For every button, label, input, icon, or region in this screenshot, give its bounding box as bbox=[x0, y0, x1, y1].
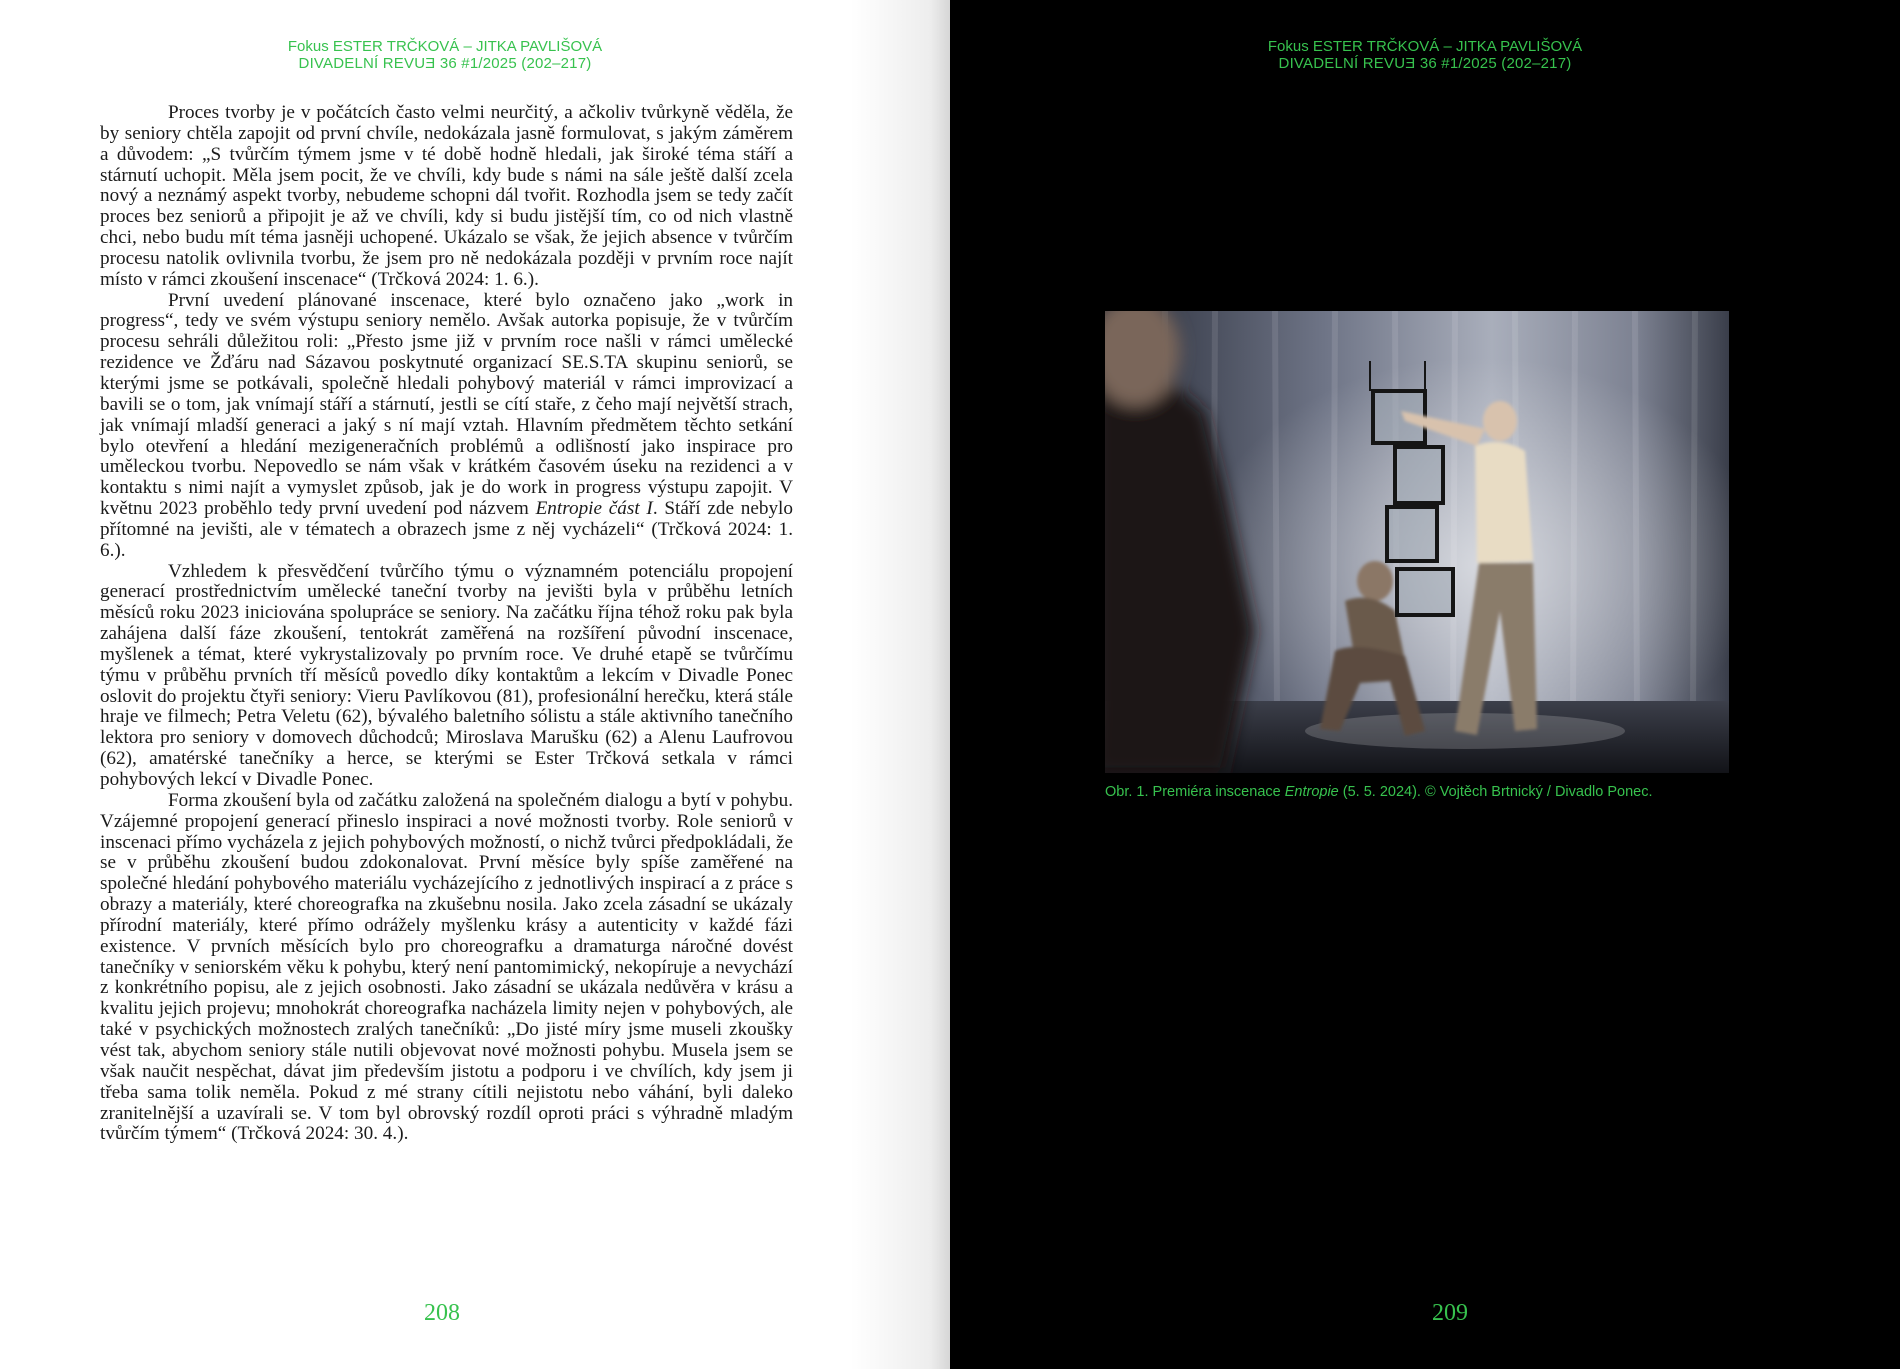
performance-photo bbox=[1105, 311, 1729, 773]
page-gutter-shadow bbox=[850, 0, 950, 1369]
paragraph-text: . Stáří zde nebylo přítomné na jevišti, ale v tématech a obrazech jsme z něj vycházeli“ (Trčková 2024: 1. 6.). bbox=[100, 498, 793, 561]
article-paragraph bbox=[100, 791, 793, 1145]
page-number-right: 209 bbox=[1432, 1300, 1468, 1326]
paragraph-text: Proces tvorby je v počátcích často velmi neurčitý, a ačkoliv tvůrkyně věděla, že by seniory chtěla zapojit od první chvíle, nedokázala jasně formulovat, s jakým záměrem a důvodem: „S tvůrčím týmem jsme v té době hodně hledali, jak široké téma stáří a stárnutí uchopit. Měla jsem pocit, že ve chvíli, kdy bude s námi na sále ještě další zcela nový a neznámý aspekt tvorby, nebudeme schopni dál tvořit. Rozhodla jsem se tedy začít proces bez seniorů a připojit je až ve chvíli, kdy si budu jistější tím, co od nich vlastně chci, nebo budu mít téma jasněji uchopené. Ukázalo se však, že jejich absence v tvůrčím procesu natolik ovlivnila tvorbu, že jsem pro ně nedokázala později v prvním roce najít místo v rámci zkoušení inscenace“ (Trčková 2024: 1. 6.). bbox=[100, 102, 793, 290]
header-journal: DIVADELNÍ REVUƎ 36 #1/2025 (202–217) bbox=[1278, 55, 1572, 72]
running-header-right bbox=[1175, 38, 1675, 72]
caption-title: Entropie bbox=[1284, 784, 1339, 800]
paragraph-text: První uvedení plánované inscenace, které bylo označeno jako „work in progress“, tedy ve svém výstupu seniory nemělo. Avšak autorka popisuje, že v tvůrčím procesu sehráli důležitou roli: „Přesto jsme již v prvním roce našli v rámci umělecké rezidence ve Žďáru nad Sázavou poskytnuté organizací SE.S.TA skupinu seniorů, se kterými jsme se potkávali, společně hledali pohybový materiál v rámci improvizací a bavili se o tom, jak vnímají stáří a stárnutí, jestli se cítí staře, z čeho mají největší strach, jak vnímají mladší generaci a jaký s ní mají vztah. Hlavním předmětem těchto setkání bylo otevření a hledání mezigeneračních problémů a odlišností jako inspirace pro uměleckou tvorbu. Nepovedlo se nám však v krátkém časovém úseku na rezidenci a v kontaktu s nimi najít a vymyslet způsob, jak je do work in progress výstupu zapojit. V květnu 2023 proběhlo tedy první uvedení pod názvem bbox=[100, 289, 793, 520]
paragraph-text: Vzhledem k přesvědčení tvůrčího týmu o významném potenciálu propojení generací prostřednictvím umělecké taneční tvorby na jevišti byla v průběhu letních měsíců roku 2023 iniciována spolupráce se seniory. Na začátku října téhož roku pak byla zahájena další fáze zkoušení, tentokrát zaměřená na rozšíření původní inscenace, myšlenek a témat, které vykrystalizovaly po prvním roce. Ve druhé etapě se tvůrčímu týmu v průběhu prvních tří měsíců povedlo díky kontaktům a lekcím v Divadle Ponec oslovit do projektu čtyři seniory: Vieru Pavlíkovou (81), profesionální herečku, která stále hraje ve filmech; Petra Veletu (62), bývalého baletního sólistu a stále aktivního tanečního lektora pro seniory v domovech důchodců; Miroslava Marušku (62) a Alenu Laufrovou (62), amatérské tanečníky a herce, se kterými se Ester Trčková setkala v rámci pohybových lekcí v Divadle Ponec. bbox=[100, 560, 793, 790]
article-paragraph bbox=[100, 103, 793, 291]
header-authors: Fokus ESTER TRČKOVÁ – JITKA PAVLIŠOVÁ bbox=[1267, 38, 1583, 55]
page-number-left: 208 bbox=[424, 1300, 460, 1326]
paragraph-text: Forma zkoušení byla od začátku založená na společném dialogu a bytí v pohybu. Vzájemné propojení generací přineslo inspiraci a nové možnosti tvorby. Role seniorů v inscenaci přímo vycházela z jejich pohybových možností, o nichž tvůrci předpokládali, že se v průběhu zkoušení budou zdokonalovat. První měsíce byly spíše zaměřené na společné hledání pohybového materiálu vycházejícího z jednotlivých inspirací a z práce s obrazy a materiály, které choreografka na zkušebnu nosila. Jako zcela zásadní se ukázaly přírodní materiály, které přímo odrážely myšlenku krásy a autenticity v každé fázi existence. V prvních měsících bylo pro choreografku a dramaturga náročné dovést tanečníky v seniorském věku k pohybu, který není pantomimický, nekopíruje a nevychází z konkrétního popisu, ale z jejich osobnosti. Jako zásadní se ukázala nedůvěra v krásu a kvalitu jejich projevu; mnohokrát choreografka nacházela limity nejen v pohybových, ale také v psychických možnostech zralých tanečníků: „Do jisté míry jsme museli zkoušky vést tak, abychom seniory stále nutili objevovat nové možnosti pohybu. Musela jsem se však naučit nespěchat, dávat jim především jistotu a podporu i ve chvílích, kdy jsem ji třeba sama tolik neměla. Pokud z mé strany cítili nejistotu nebo váhání, byli daleko zranitelnější a uzavírali se. V tom byl obrovský rozdíl oproti práci s výhradně mladým tvůrčím týmem“ (Trčková 2024: 30. 4.). bbox=[100, 789, 793, 1145]
italic-title: Entropie část I bbox=[535, 498, 653, 520]
article-body bbox=[100, 103, 793, 1145]
caption-text: Obr. 1. Premiéra inscenace bbox=[1105, 784, 1285, 800]
right-page bbox=[950, 0, 1900, 1369]
caption-credit: (5. 5. 2024). © Vojtěch Brtnický / Divadlo Ponec. bbox=[1338, 784, 1653, 800]
article-paragraph bbox=[100, 291, 793, 562]
photo-caption bbox=[1105, 784, 1805, 800]
article-paragraph bbox=[100, 562, 793, 791]
header-journal: DIVADELNÍ REVUƎ 36 #1/2025 (202–217) bbox=[298, 55, 592, 72]
running-header-left bbox=[195, 38, 695, 72]
header-authors: Fokus ESTER TRČKOVÁ – JITKA PAVLIŠOVÁ bbox=[287, 38, 603, 55]
